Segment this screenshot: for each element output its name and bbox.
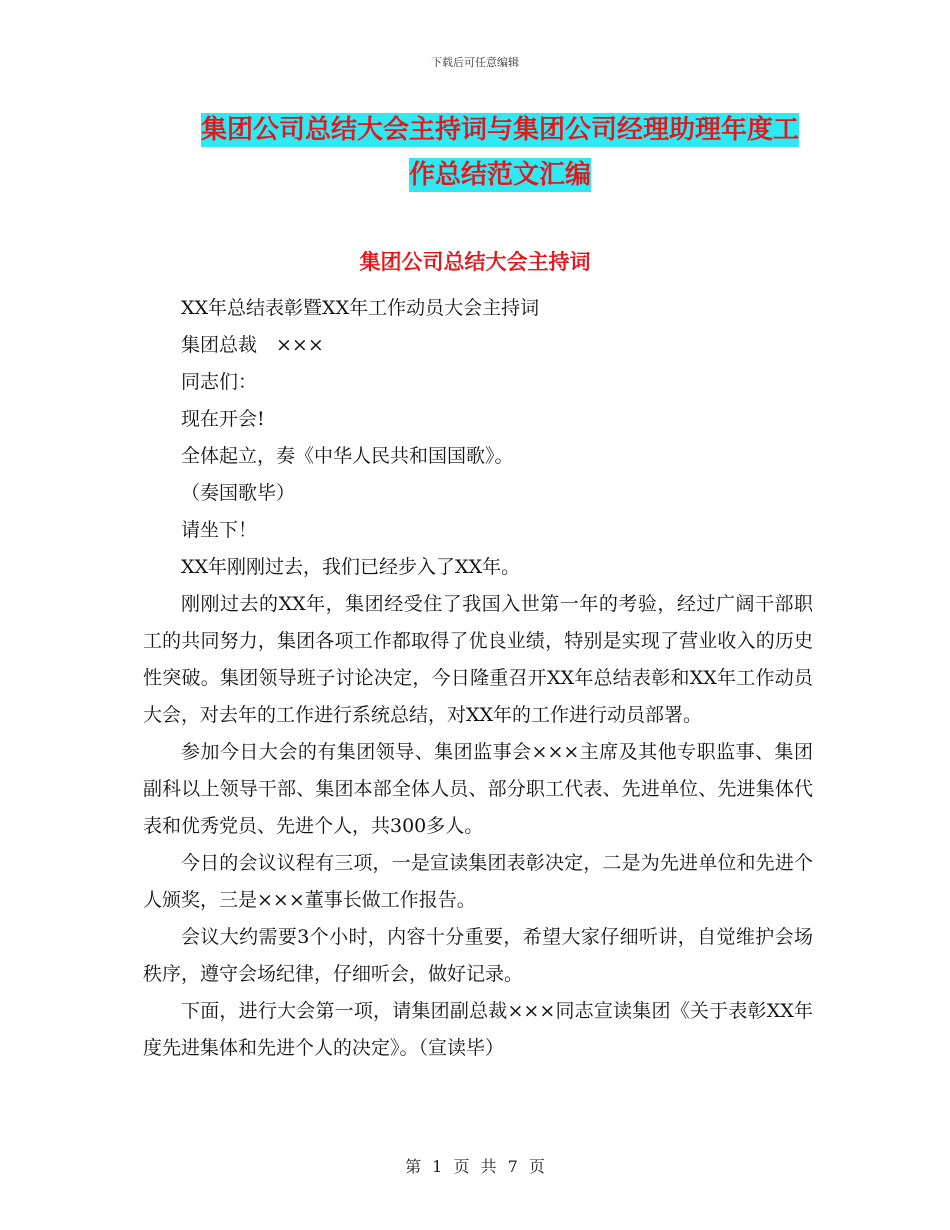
paragraph-review: 刚刚过去的XX年，集团经受住了我国入世第一年的考验，经过广阔干部职工的共同努力，集团各项工作都取得了优良业绩，特别是实现了营业收入的历史性突破。集团领导班子讨论决定，今日隆重召开XX年总结表彰和XX年工作动员大会，对去年的工作进行系统总结，对XX年的工作进行动员部署。 (143, 593, 813, 726)
paragraph-salutation: 同志们： (181, 371, 258, 393)
document-body (143, 290, 813, 1067)
paragraph-meeting-name: XX年总结表彰暨XX年工作动员大会主持词 (181, 297, 540, 319)
document-title-line-2: 作总结范文汇编 (408, 160, 591, 190)
paragraph-new-year: XX年刚刚过去，我们已经步入了XX年。 (181, 556, 521, 578)
paragraph-duration: 会议大约需要3个小时，内容十分重要，希望大家仔细听讲，自觉维护会场秩序，遵守会场纪律，仔细听会，做好记录。 (143, 926, 813, 985)
paragraph-agenda: 今日的会议议程有三项，一是宣读集团表彰决定，二是为先进单位和先进个人颁奖，三是×××董事长做工作报告。 (143, 852, 813, 911)
document-title (140, 108, 860, 198)
paragraph-sit-down: 请坐下！ (181, 519, 258, 541)
paragraph-first-item: 下面，进行大会第一项，请集团副总裁×××同志宣读集团《关于表彰XX年度先进集体和先进个人的决定》。（宣读毕） (143, 1000, 813, 1059)
page-number-footer: 第 1 页 共 7 页 (405, 1157, 545, 1176)
section-title: 集团公司总结大会主持词 (359, 250, 591, 274)
paragraph-anthem-end: （奏国歌毕） (181, 482, 296, 504)
page-header-note: 下载后可任意编辑 (431, 56, 519, 69)
paragraph-host: 集团总裁 ××× (181, 334, 324, 356)
paragraph-anthem: 全体起立，奏《中华人民共和国国歌》。 (181, 445, 514, 467)
paragraph-opening: 现在开会! (181, 408, 265, 430)
paragraph-attendees: 参加今日大会的有集团领导、集团监事会×××主席及其他专职监事、集团副科以上领导干部、集团本部全体人员、部分职工代表、先进单位、先进集体代表和优秀党员、先进个人，共300多人。 (143, 741, 813, 837)
document-title-line-1: 集团公司总结大会主持词与集团公司经理助理年度工 (200, 115, 799, 145)
